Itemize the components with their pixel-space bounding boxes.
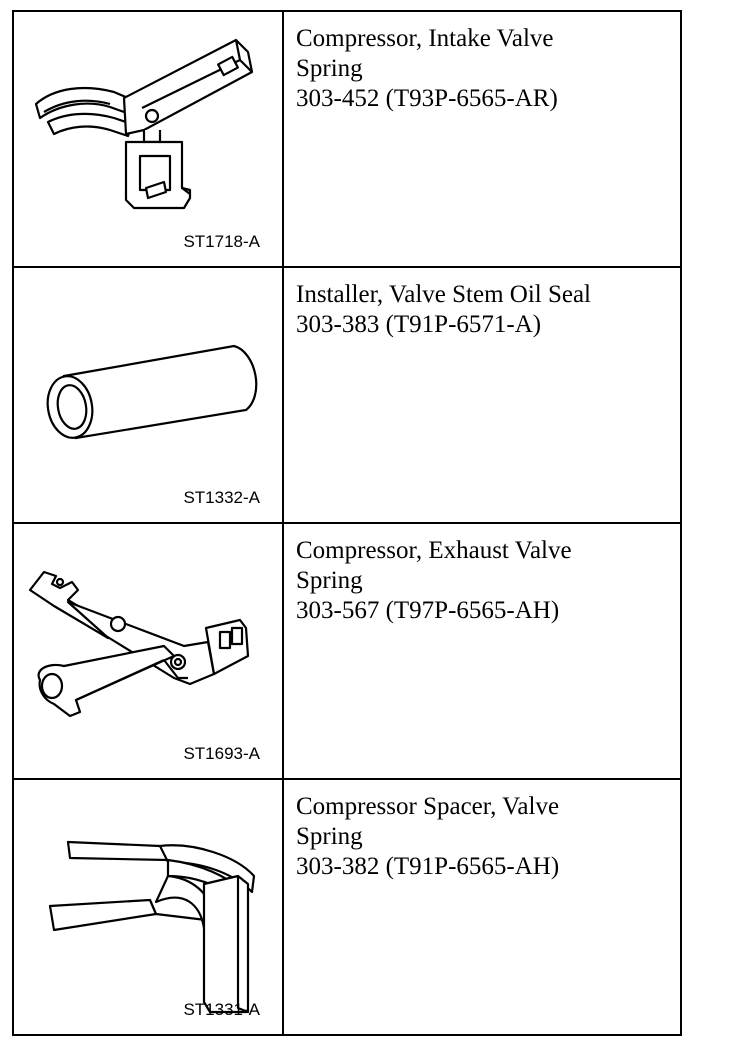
figure-code: ST1332-A [183,488,260,507]
tool-name-line-2: Spring [296,55,363,82]
tool-number: 303-452 (T93P-6565-AR) [296,85,558,112]
tool-number: 303-567 (T97P-6565-AH) [296,597,560,624]
tool-name-line-1: Compressor, Exhaust Valve [296,537,572,564]
intake-valve-spring-compressor-icon [14,12,282,268]
tool-name-line-2: Spring [296,567,363,594]
tool-illustration-cell [13,11,283,267]
tool-illustration-cell [13,267,283,523]
tool-description-cell [283,267,681,523]
tool-name-line-1: Installer, Valve Stem Oil Seal [296,281,592,308]
tool-illustration-cell [13,523,283,779]
tool-description-cell [283,779,681,1035]
tool-illustration-cell [13,779,283,1035]
tool-row [13,11,681,267]
figure-code: ST1718-A [183,232,260,251]
valve-spring-compressor-spacer-icon [14,780,282,1036]
tool-name-line-2: Spring [296,823,363,850]
tool-name-line-1: Compressor Spacer, Valve [296,793,560,820]
figure-code: ST1331-A [183,1000,260,1019]
tool-number: 303-383 (T91P-6571-A) [296,311,542,338]
valve-stem-oil-seal-installer-icon [14,268,282,524]
figure-code: ST1693-A [183,744,260,763]
tool-number: 303-382 (T91P-6565-AH) [296,853,560,880]
tool-row [13,523,681,779]
tool-row [13,267,681,523]
tool-name-line-1: Compressor, Intake Valve [296,25,554,52]
exhaust-valve-spring-compressor-icon [14,524,282,780]
special-tools-table [12,10,682,1036]
tool-row [13,779,681,1035]
tool-description-cell [283,11,681,267]
tool-description-cell [283,523,681,779]
